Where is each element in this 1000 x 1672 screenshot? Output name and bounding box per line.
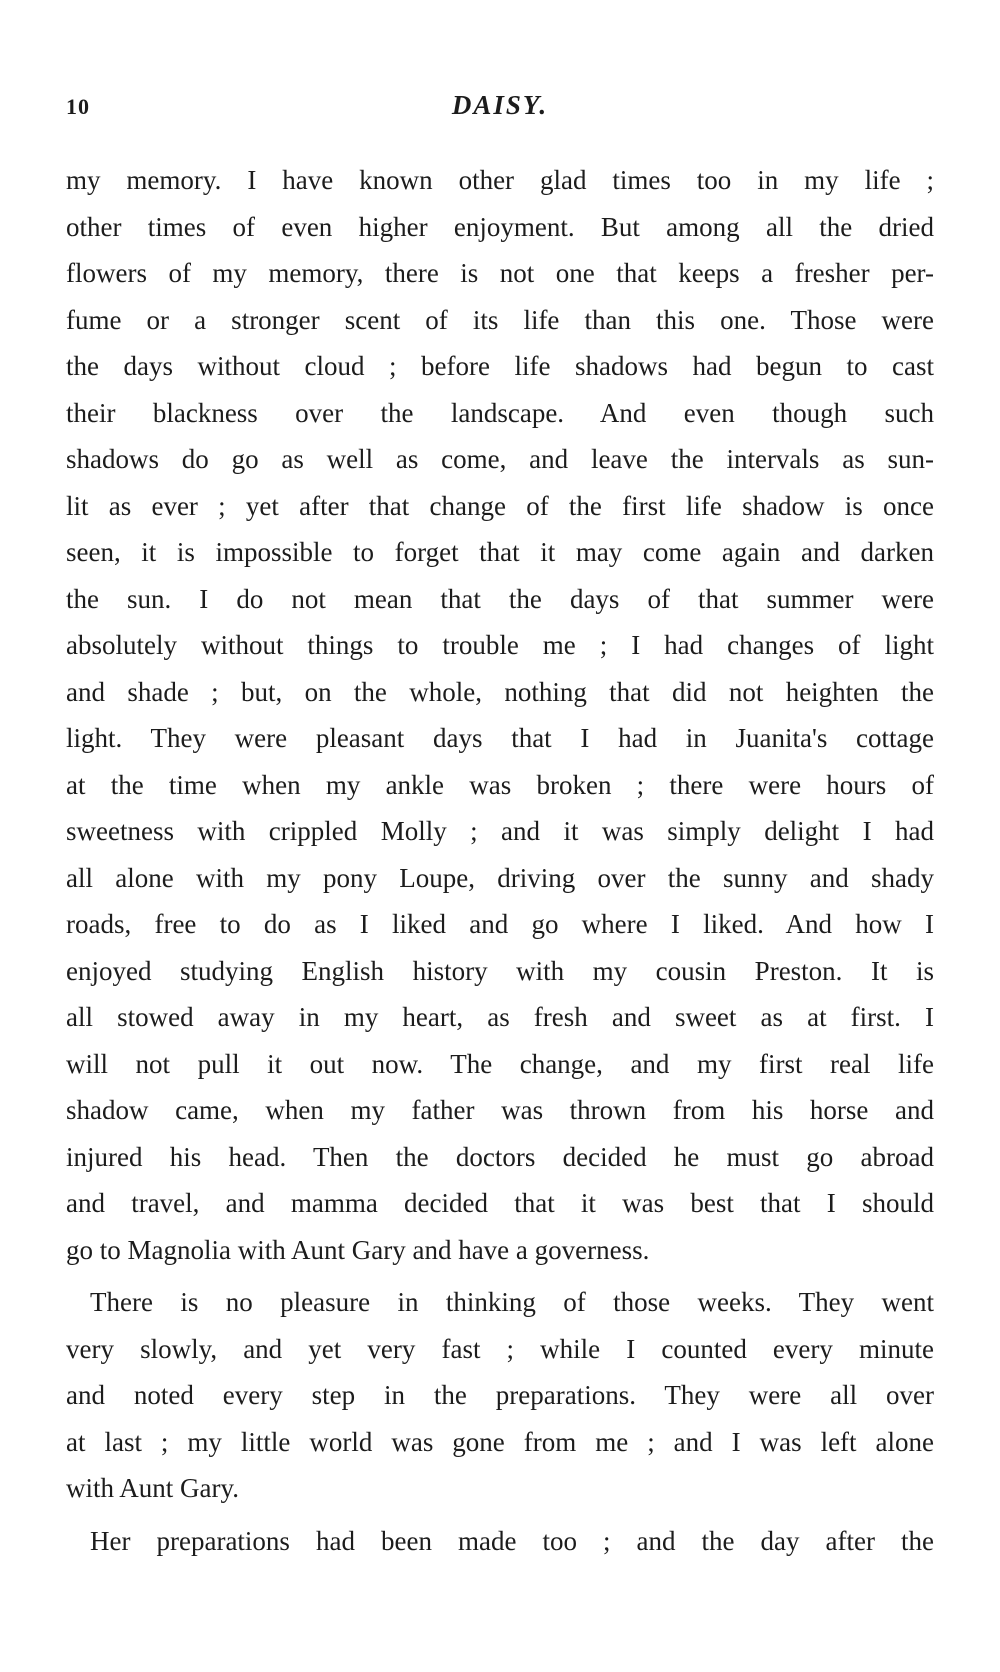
text-line: with Aunt Gary.: [66, 1473, 239, 1503]
text-line: at the time when my ankle was broken ; there were hours of: [66, 769, 934, 800]
text-line: enjoyed studying English history with my cousin Preston. It is: [66, 955, 934, 986]
page-number: 10: [66, 94, 90, 119]
body-text: [66, 157, 934, 1564]
text-line: will not pull it out now. The change, and my first real life: [66, 1048, 934, 1079]
text-line: all alone with my pony Loupe, driving over the sunny and shady: [66, 862, 934, 893]
text-line: my memory. I have known other glad times too in my life ;: [66, 165, 934, 195]
text-line: roads, free to do as I liked and go where I liked. And how I: [66, 909, 934, 939]
text-line: seen, it is impossible to forget that it may come again and darken: [66, 537, 934, 567]
text-line: all stowed away in my heart, as fresh and sweet as at first. I: [66, 1002, 934, 1032]
text-line: injured his head. Then the doctors decided he must go abroad: [66, 1141, 934, 1172]
text-line: sweetness with crippled Molly ; and it was simply delight I had: [66, 816, 934, 846]
text-line: There is no pleasure in thinking of those weeks. They went: [90, 1287, 934, 1317]
text-line: and noted every step in the preparations. They were all over: [66, 1380, 934, 1410]
text-line: shadows do go as well as come, and leave the intervals as sun-: [66, 444, 934, 474]
text-line: the sun. I do not mean that the days of that summer were: [66, 583, 934, 614]
text-line: shadow came, when my father was thrown from his horse and: [66, 1095, 934, 1125]
text-line: their blackness over the landscape. And even though such: [66, 397, 934, 428]
text-line: lit as ever ; yet after that change of the first life shadow is once: [66, 490, 934, 521]
running-title: DAISY.: [451, 90, 549, 120]
text-line: other times of even higher enjoyment. But among all the dried: [66, 211, 934, 242]
text-line: go to Magnolia with Aunt Gary and have a governess.: [66, 1234, 650, 1265]
text-line: absolutely without things to trouble me ; I had changes of light: [66, 630, 934, 660]
text-line: flowers of my memory, there is not one that keeps a fresher per-: [66, 258, 934, 288]
text-line: at last ; my little world was gone from me ; and I was left alone: [66, 1426, 934, 1457]
text-line: fume or a stronger scent of its life than this one. Those were: [66, 304, 934, 335]
paragraph: [66, 1518, 934, 1565]
paragraph: [66, 1279, 934, 1512]
text-line: and travel, and mamma decided that it was best that I should: [66, 1188, 934, 1218]
text-line: and shade ; but, on the whole, nothing that did not heighten the: [66, 676, 934, 707]
text-line: light. They were pleasant days that I had in Juanita's cottage: [66, 723, 934, 753]
text-line: very slowly, and yet very fast ; while I counted every minute: [66, 1333, 934, 1364]
text-line: Her preparations had been made too ; and the day after the: [90, 1525, 934, 1556]
paragraph: [66, 157, 934, 1273]
text-line: the days without cloud ; before life shadows had begun to cast: [66, 351, 934, 381]
